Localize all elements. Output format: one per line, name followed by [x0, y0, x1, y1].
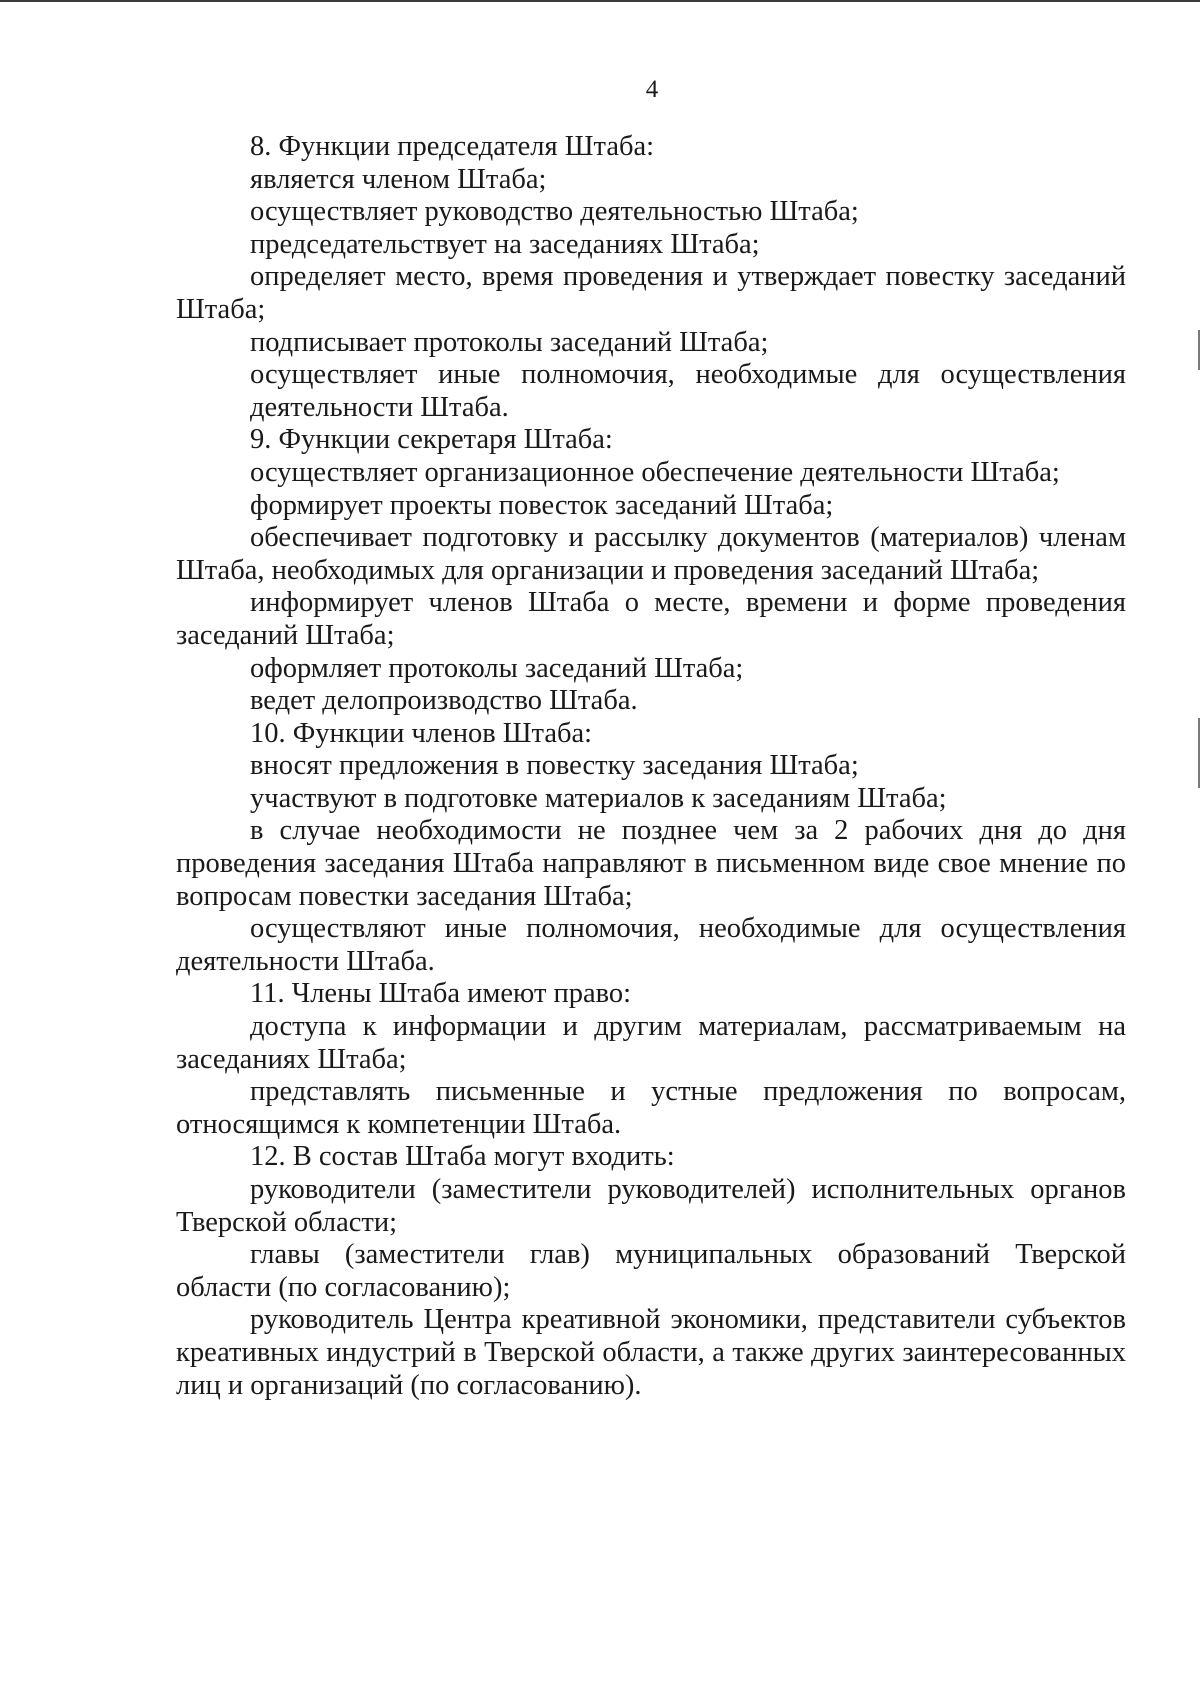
list-item: ведет делопроизводство Штаба. [250, 685, 638, 717]
list-item: информирует членов Штаба о месте, времени и форме проведения заседаний Штаба; [176, 587, 1126, 651]
scan-top-edge [0, 0, 1200, 2]
section-heading: 8. Функции председателя Штаба: [250, 131, 655, 162]
list-item: является членом Штаба; [250, 163, 547, 195]
list-item: осуществляет иные полномочия, необходимые для осуществления деятельности Штаба. [250, 359, 1126, 423]
list-item: вносят предложения в повестку заседания Штаба; [250, 750, 859, 782]
list-item: доступа к информации и другим материалам, рассматриваемым на заседаниях Штаба; [176, 1011, 1126, 1075]
section-heading: 12. В состав Штаба могут входить: [250, 1141, 675, 1173]
section-heading: 10. Функции членов Штаба: [250, 717, 593, 749]
list-item: осуществляют иные полномочия, необходимые для осуществления деятельности Штаба. [176, 913, 1126, 977]
list-item: в случае необходимости не позднее чем за 2 рабочих дня до дня проведения заседания Штаба направляют в письменном виде свое мнение по вопросам повестки заседания Штаба; [176, 815, 1126, 912]
list-item: главы (заместители глав) муниципальных образований Тверской области (по согласованию); [176, 1239, 1126, 1303]
list-item: представлять письменные и устные предложения по вопросам, относящимся к компетенции Штаба. [176, 1076, 1126, 1140]
document-body [176, 131, 1126, 1402]
list-item: подписывает протоколы заседаний Штаба; [250, 326, 769, 358]
list-item: осуществляет организационное обеспечение деятельности Штаба; [250, 456, 1060, 488]
list-item: оформляет протоколы заседаний Штаба; [250, 652, 744, 684]
list-item: формирует проекты повесток заседаний Штаба; [250, 489, 834, 521]
list-item: осуществляет руководство деятельностью Штаба; [250, 196, 859, 228]
list-item: руководитель Центра креативной экономики, представители субъектов креативных индустрий в Тверской области, а также других заинтересованных лиц и организаций (по согласованию). [176, 1304, 1126, 1401]
list-item: руководители (заместители руководителей) исполнительных органов Тверской области; [176, 1174, 1126, 1238]
list-item: участвуют в подготовке материалов к заседаниям Штаба; [250, 782, 947, 814]
list-item: обеспечивает подготовку и рассылку документов (материалов) членам Штаба, необходимых для организации и проведения заседаний Штаба; [176, 522, 1126, 586]
list-item: определяет место, время проведения и утверждает повестку заседаний Штаба; [176, 261, 1126, 325]
section-heading: 11. Члены Штаба имеют право: [250, 978, 632, 1010]
section-heading: 9. Функции секретаря Штаба: [250, 424, 613, 456]
page-number: 4 [645, 76, 659, 103]
list-item: председательствует на заседаниях Штаба; [250, 228, 760, 260]
